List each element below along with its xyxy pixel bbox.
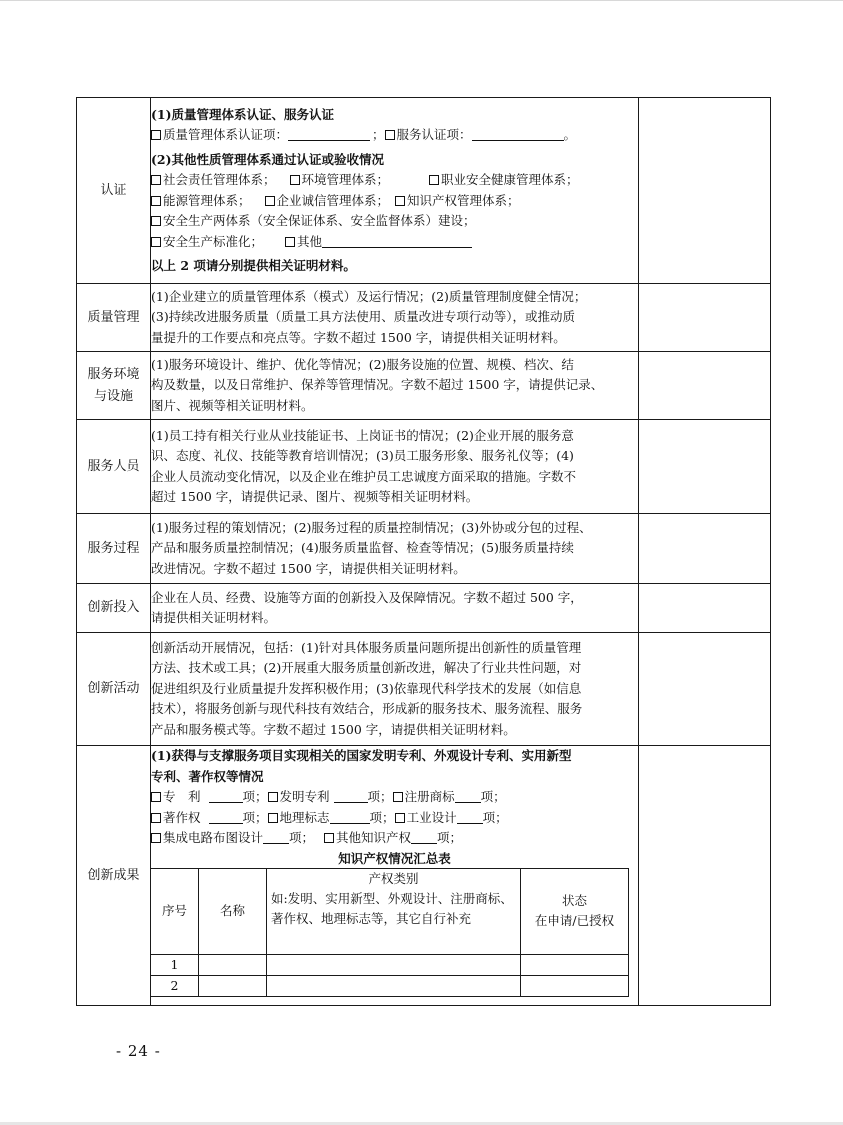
ip-col-status: 状态 在申请/已授权 bbox=[521, 868, 629, 954]
extra-quality-management[interactable] bbox=[639, 284, 771, 352]
blank-service-cert[interactable] bbox=[472, 128, 564, 141]
ip-cell[interactable] bbox=[521, 954, 629, 975]
extra-service-process[interactable] bbox=[639, 514, 771, 584]
blank-trademark[interactable] bbox=[455, 790, 481, 803]
blank-industrial-design[interactable] bbox=[457, 811, 483, 824]
text-line: 方法、技术或工具；(2)开展重大服务质量创新改进，解决了行业共性问题，对 bbox=[151, 660, 582, 676]
text-line: 量提升的工作要点和亮点等。字数不超过 1500 字，请提供相关证明材料。 bbox=[151, 329, 566, 345]
application-form-table bbox=[76, 97, 771, 1006]
checkbox-safety-two-systems[interactable] bbox=[151, 216, 161, 226]
extra-service-environment[interactable] bbox=[639, 352, 771, 420]
cert-line-c: 安全生产两体系（安全保证体系、安全监督体系）建设； bbox=[151, 211, 638, 232]
cert-heading-2: (2)其他性质管理体系通过认证或验收情况 bbox=[151, 151, 385, 167]
extra-innovation-activity[interactable] bbox=[639, 633, 771, 746]
text-line: (1)服务过程的策划情况；(2)服务过程的质量控制情况；(3)外协或分包的过程、 bbox=[151, 519, 592, 535]
row-service-environment bbox=[77, 352, 771, 420]
extra-service-staff[interactable] bbox=[639, 420, 771, 514]
content-certification bbox=[151, 98, 639, 284]
content-service-environment bbox=[151, 352, 639, 420]
checkbox-energy[interactable] bbox=[151, 196, 161, 206]
ip-summary-table bbox=[150, 868, 629, 997]
row-service-staff bbox=[77, 420, 771, 514]
row-innovation-results bbox=[77, 746, 771, 1006]
ip-col-name: 名称 bbox=[199, 868, 267, 954]
text-line: 请提供相关证明材料。 bbox=[151, 610, 277, 625]
text-line: 技术），将服务创新与现代科技有效结合，形成新的服务技术、服务流程、服务 bbox=[151, 701, 583, 717]
ip-table-header bbox=[151, 868, 629, 954]
ip-summary-title: 知识产权情况汇总表 bbox=[338, 850, 451, 866]
cert-line-b: 能源管理体系； 企业诚信管理体系； 知识产权管理体系； bbox=[151, 191, 638, 212]
row-innovation-activity bbox=[77, 633, 771, 746]
results-heading-line-1: (1)获得与支撑服务项目实现相关的国家发明专利、外观设计专利、实用新型 bbox=[151, 748, 572, 763]
checkbox-ic-layout[interactable] bbox=[151, 833, 161, 843]
text-line: 创新活动开展情况，包括：(1)针对具体服务质量问题所提出创新性的质量管理 bbox=[151, 639, 582, 655]
row-quality-management bbox=[77, 284, 771, 352]
results-heading-line-2: 专利、著作权等情况 bbox=[151, 768, 264, 784]
checkbox-integrity[interactable] bbox=[265, 196, 275, 206]
table-row bbox=[151, 975, 629, 996]
text-line: 企业在人员、经费、设施等方面的创新投入及保障情况。字数不超过 500 字， bbox=[151, 589, 583, 605]
checkbox-service-cert[interactable] bbox=[385, 130, 395, 140]
checkbox-environment[interactable] bbox=[290, 175, 300, 185]
ip-col-number: 序号 bbox=[151, 868, 199, 954]
extra-certification[interactable] bbox=[639, 98, 771, 284]
text-line: 改进情况。字数不超过 1500 字，请提供相关证明材料。 bbox=[151, 560, 466, 576]
blank-ic-layout[interactable] bbox=[263, 831, 289, 844]
text-line: 企业人员流动变化情况，以及企业在维护员工忠诚度方面采取的措施。字数不 bbox=[151, 468, 577, 484]
row-service-process bbox=[77, 514, 771, 584]
content-innovation-results bbox=[151, 746, 639, 1006]
extra-innovation-input[interactable] bbox=[639, 584, 771, 633]
label-innovation-results: 创新成果 bbox=[77, 746, 151, 1006]
label-certification: 认证 bbox=[77, 98, 151, 284]
ip-cell[interactable] bbox=[199, 975, 267, 996]
blank-patent[interactable] bbox=[209, 790, 243, 803]
ip-cell[interactable] bbox=[521, 975, 629, 996]
cert-note: 以上 2 项请分别提供相关证明材料。 bbox=[151, 258, 356, 273]
text-line: 超过 1500 字，请提供记录、图片、视频等相关证明材料。 bbox=[151, 489, 479, 504]
label-service-process: 服务过程 bbox=[77, 514, 151, 584]
checkbox-trademark[interactable] bbox=[393, 792, 403, 802]
blank-invention[interactable] bbox=[334, 790, 368, 803]
checkbox-ip-mgmt[interactable] bbox=[395, 196, 405, 206]
checkbox-invention[interactable] bbox=[268, 792, 278, 802]
results-line-a: 专 利 项； 发明专利 项； 注册商标 项； bbox=[151, 787, 638, 808]
text-line: 促进组织及行业质量提升发挥积极作用；(3)依靠现代科学技术的发展（如信息 bbox=[151, 680, 582, 696]
checkbox-patent[interactable] bbox=[151, 792, 161, 802]
content-service-staff bbox=[151, 420, 639, 514]
results-line-b: 著作权 项； 地理标志 项； 工业设计 项； bbox=[151, 808, 638, 829]
row-innovation-input bbox=[77, 584, 771, 633]
table-row bbox=[151, 954, 629, 975]
cert-line-d: 安全生产标准化； 其他 bbox=[151, 232, 638, 253]
content-quality-management bbox=[151, 284, 639, 352]
ip-cell[interactable] bbox=[267, 954, 521, 975]
blank-geo-indication[interactable] bbox=[330, 811, 370, 824]
text-line: (3)持续改进服务质量（质量工具方法使用、质量改进专项行动等），或推动质 bbox=[151, 309, 575, 325]
cert-heading-1: (1)质量管理体系认证、服务认证 bbox=[151, 106, 335, 122]
checkbox-other-ip[interactable] bbox=[324, 833, 334, 843]
cert-line-qms: 质量管理体系认证项： ； 服务认证项： 。 bbox=[151, 125, 638, 146]
checkbox-copyright[interactable] bbox=[151, 813, 161, 823]
blank-other[interactable] bbox=[322, 235, 472, 248]
content-innovation-input bbox=[151, 584, 639, 633]
text-line: 产品和服务模式等。字数不超过 1500 字，请提供相关证明材料。 bbox=[151, 721, 516, 737]
checkbox-geo-indication[interactable] bbox=[268, 813, 278, 823]
ip-row-number: 2 bbox=[151, 975, 199, 996]
page-top-edge bbox=[0, 0, 843, 1]
extra-innovation-results[interactable] bbox=[639, 746, 771, 1006]
row-certification bbox=[77, 98, 771, 284]
text-line: 识、态度、礼仪、技能等教育培训情况；(3)员工服务形象、服务礼仪等；(4) bbox=[151, 448, 574, 463]
text-line: 产品和服务质量控制情况；(4)服务质量监督、检查等情况；(5)服务质量持续 bbox=[151, 540, 574, 556]
text-line: (1)企业建立的质量管理体系（模式）及运行情况；(2)质量管理制度健全情况； bbox=[151, 288, 587, 304]
content-innovation-activity bbox=[151, 633, 639, 746]
cert-line-a: 社会责任管理体系； 环境管理体系； 职业安全健康管理体系； bbox=[151, 170, 638, 191]
checkbox-qms[interactable] bbox=[151, 130, 161, 140]
label-innovation-activity: 创新活动 bbox=[77, 633, 151, 746]
ip-cell[interactable] bbox=[267, 975, 521, 996]
label-service-environment: 服务环境 与设施 bbox=[77, 352, 151, 420]
ip-cell[interactable] bbox=[199, 954, 267, 975]
label-quality-management: 质量管理 bbox=[77, 284, 151, 352]
text-line: (1)服务环境设计、维护、优化等情况；(2)服务设施的位置、规模、档次、结 bbox=[151, 356, 574, 372]
checkbox-ohs[interactable] bbox=[429, 175, 439, 185]
ip-row-number: 1 bbox=[151, 954, 199, 975]
label-service-staff: 服务人员 bbox=[77, 420, 151, 514]
checkbox-industrial-design[interactable] bbox=[395, 813, 405, 823]
label-innovation-input: 创新投入 bbox=[77, 584, 151, 633]
text-line: 构及数量，以及日常维护、保养等管理情况。字数不超过 1500 字，请提供记录、 bbox=[151, 377, 604, 393]
ip-col-type: 产权类别 如:发明、实用新型、外观设计、注册商标、著作权、地理标志等，其它自行补充 bbox=[267, 868, 521, 954]
blank-copyright[interactable] bbox=[209, 811, 243, 824]
checkbox-other[interactable] bbox=[285, 237, 295, 247]
checkbox-safety-standard[interactable] bbox=[151, 237, 161, 247]
blank-other-ip[interactable] bbox=[411, 831, 437, 844]
page-number: - 24 - bbox=[116, 1042, 161, 1060]
text-line: 图片、视频等相关证明材料。 bbox=[151, 397, 314, 413]
results-line-c: 集成电路布图设计 项； 其他知识产权 项； bbox=[151, 828, 638, 849]
text-line: (1)员工持有相关行业从业技能证书、上岗证书的情况；(2)企业开展的服务意 bbox=[151, 427, 574, 443]
checkbox-social[interactable] bbox=[151, 175, 161, 185]
content-service-process bbox=[151, 514, 639, 584]
blank-qms[interactable] bbox=[288, 128, 370, 141]
